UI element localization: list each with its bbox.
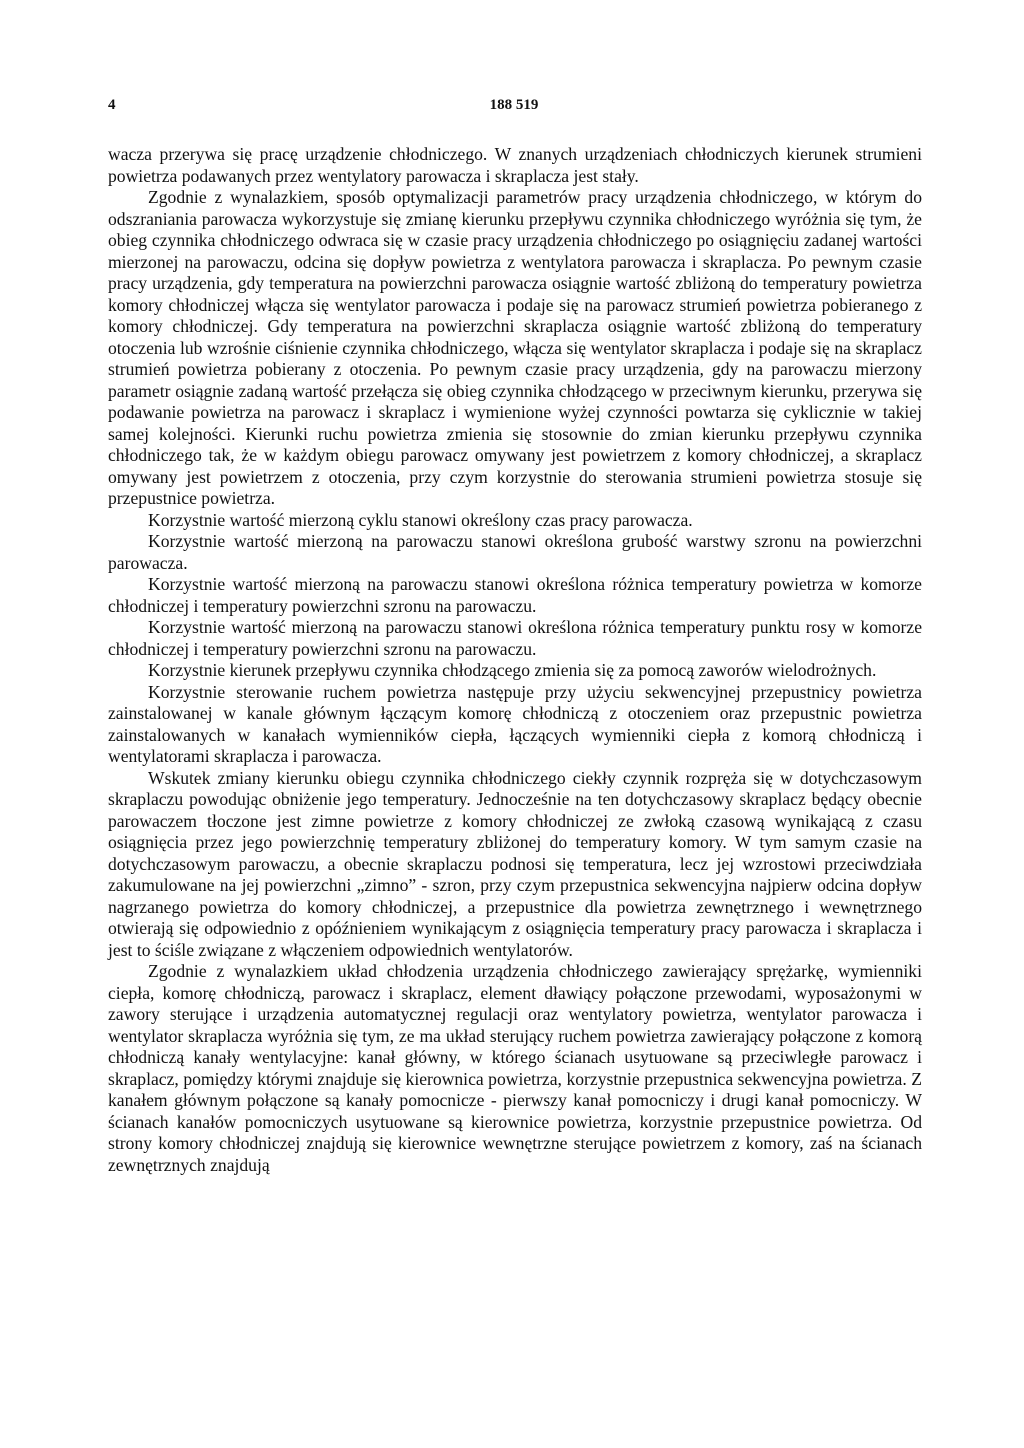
paragraph: Korzystnie wartość mierzoną cyklu stanowi określony czas pracy parowacza.	[148, 509, 693, 530]
paragraph: Wskutek zmiany kierunku obiegu czynnika chłodniczego ciekły czynnik rozpręża się w dotychczasowym skraplaczu powodując obniżenie jego temperatury. Jednocześnie na ten dotychczasowy skraplacz będący obecnie parowaczem tłoczone jest zimne powietrze z komory chłodniczej ze zwłoką czasową wynikającą z czasu osiągnięcia przez jego powierzchnię temperatury zbliżonej do temperatury komory. W tym samym czasie na dotychczasowym parowaczu, a obecnie skraplaczu podnosi się temperatura, lecz jej wzrostowi przeciwdziała zakumulowane na jej powierzchni „zimno” - szron, przy czym przepustnica sekwencyjna najpierw odcina dopływ nagrzanego powietrza do komory chłodniczej, a przepustnice dla powietrza zewnętrznego i wewnętrznego otwierają się odpowiednio z opóźnieniem wynikającym z osiągnięcia temperatury pracy parowacza i skraplacza i jest to ściśle związane z włączeniem odpowiednich wentylatorów.	[108, 767, 922, 960]
paragraph: Korzystnie wartość mierzoną na parowaczu stanowi określona grubość warstwy szronu na powierzchni parowacza.	[108, 531, 922, 573]
page-number: 4	[108, 97, 116, 113]
paragraph: Zgodnie z wynalazkiem układ chłodzenia urządzenia chłodniczego zawierający sprężarkę, wymienniki ciepła, komorę chłodniczą, parowacz i skraplacz, element dławiący połączone przewodami, wyposażonymi w zawory sterujące i urządzenia automatycznej regulacji oraz wentylatory powietrza, wentylator parowacza i wentylator skraplacza wyróżnia się tym, ze ma układ sterujący ruchem powietrza zawierający połączone z komorą chłodniczą kanały wentylacyjne: kanał główny, w którego ścianach usytuowane są przeciwległe parowacz i skraplacz, pomiędzy którymi znajduje się kierownica powietrza, korzystnie przepustnica sekwencyjna powietrza. Z kanałem głównym połączone są kanały pomocnicze - pierwszy kanał pomocniczy i drugi kanał pomocniczy. W ścianach kanałów pomocniczych usytuowane są kierownice powietrza, korzystnie przepustnice powietrza. Od strony komory chłodniczej znajdują się kierownice wewnętrzne sterujące powietrzem z komory, zaś na ścianach zewnętrznych znajdują	[108, 961, 922, 1175]
paragraph: Zgodnie z wynalazkiem, sposób optymalizacji parametrów pracy urządzenia chłodniczego, w którym do odszraniania parowacza wykorzystuje się zmianę kierunku przepływu czynnika chłodniczego wyróżnia się tym, że obieg czynnika chłodniczego odwraca się w czasie pracy urządzenia chłodniczego po osiągnięciu zadanej wartości mierzonej na parowaczu, odcina się dopływ powietrza z wentylatora parowacza i skraplacza. Po pewnym czasie pracy urządzenia, gdy temperatura na powierzchni parowacza osiągnie wartość zbliżoną do temperatury powietrza komory chłodniczej włącza się wentylator parowacza i podaje się na parowacz strumień powietrza pobieranego z komory chłodniczej. Gdy temperatura na powierzchni skraplacza osiągnie wartość zbliżoną do temperatury otoczenia lub wzrośnie ciśnienie czynnika chłodniczego, włącza się wentylator skraplacza i podaje się na skraplacz strumień powietrza pobierany z otoczenia. Po pewnym czasie pracy urządzenia, gdy na parowaczu mierzony parametr osiągnie zadaną wartość przełącza się obieg czynnika chłodzącego w przeciwnym kierunku, przerywa się podawanie powietrza na parowacz i skraplacz i wymienione wyżej czynności powtarza się cyklicznie w takiej samej kolejności. Kierunki ruchu powietrza zmienia się stosownie do zmian kierunku przepływu czynnika chłodniczego tak, że w każdym obiegu parowacz omywany jest powietrzem z komory chłodniczej, a skraplacz omywany jest powietrzem z otoczenia, przy czym korzystnie do sterowania strumieni powietrza stosuje się przepustnice powietrza.	[108, 187, 922, 508]
patent-number: 188 519	[489, 97, 539, 113]
paragraph: Korzystnie sterowanie ruchem powietrza następuje przy użyciu sekwencyjnej przepustnicy powietrza zainstalowanej w kanale głównym łączącym komorę chłodniczą z otoczeniem oraz przepustnic powietrza zainstalowanych w kanałach wymienników ciepła, łączących wymienniki ciepła z komorą chłodniczą i wentylatorami skraplacza i parowacza.	[108, 681, 922, 766]
paragraph: Korzystnie wartość mierzoną na parowaczu stanowi określona różnica temperatury powietrza w komorze chłodniczej i temperatury powierzchni szronu na parowaczu.	[108, 574, 922, 616]
paragraph: Korzystnie wartość mierzoną na parowaczu stanowi określona różnica temperatury punktu rosy w komorze chłodniczej i temperatury powierzchni szronu na parowaczu.	[108, 617, 922, 659]
body-text	[108, 144, 922, 1176]
paragraph: wacza przerywa się pracę urządzenie chłodniczego. W znanych urządzeniach chłodniczych kierunek strumieni powietrza podawanych przez wentylatory parowacza i skraplacza jest stały.	[108, 144, 922, 186]
page-header	[108, 97, 920, 121]
paragraph: Korzystnie kierunek przepływu czynnika chłodzącego zmienia się za pomocą zaworów wielodrożnych.	[148, 660, 877, 680]
